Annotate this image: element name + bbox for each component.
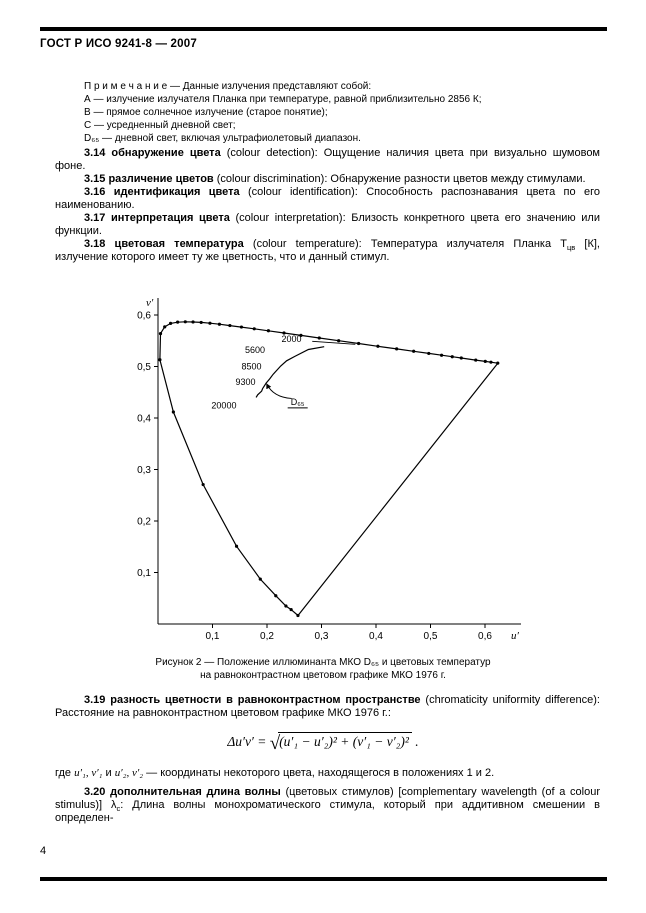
svg-text:9300: 9300 [235,377,256,388]
svg-text:0,3: 0,3 [137,465,151,476]
svg-text:0,4: 0,4 [369,631,383,642]
term-3-16: 3.16 идентификация цвета [84,186,240,198]
definition-3-15 [55,173,600,186]
svg-text:0,1: 0,1 [137,568,151,579]
svg-text:0,3: 0,3 [314,631,329,642]
body-3-19: (chromaticity uniformity difference): Расстояние на равноконтрастном цветовом графике МКО 1976 г.: [55,694,600,719]
bottom-rule [40,877,607,881]
term-3-15: 3.15 различение цветов [84,173,214,185]
where-rest: — координаты некоторого цвета, находящегося в положениях 1 и 2. [143,767,495,779]
svg-text:u′: u′ [511,630,519,642]
term-3-14: 3.14 обнаружение цвета [84,147,221,159]
definition-3-14 [55,147,600,173]
body-3-18-part1: (colour temperature): Температура излучателя Планка Т [243,238,567,250]
note-item-a: А — излучение излучателя Планка при температуре, равной приблизительно 2856 К; [84,94,482,105]
definition-3-20 [55,786,600,825]
svg-text:0,1: 0,1 [205,631,220,642]
body-3-17: (colour interpretation): Близость конкретного цвета его значению или функции. [55,212,600,237]
note-item-d65: D₆₅ — дневной свет, включая ультрафиолетовый диапазон. [84,133,361,144]
body-3-16: (colour identification): Способность распознавания цвета по его наименованию. [55,186,600,211]
term-3-19: 3.19 разность цветности в равноконтрастном пространстве [84,694,421,706]
svg-text:v′: v′ [146,297,154,309]
svg-text:0,2: 0,2 [137,516,151,528]
formula-lhs: Δu′v′ = [227,734,270,749]
chromaticity-diagram [123,292,523,654]
where-mid: и [102,767,115,779]
formula-trailing: . [411,734,419,749]
definition-3-18 [55,238,600,264]
definition-3-19-block [55,694,600,720]
body-3-20-part2: : Длина волны монохроматического стимула, который при аддитивном смешении в определен- [55,799,600,824]
svg-text:0,2: 0,2 [260,631,274,642]
where-prefix: где [55,767,75,779]
where-vars2: u′₂, v′₂ [114,767,144,779]
note-item-c: С — усредненный дневной свет; [84,120,236,131]
formula-delta-uv [0,732,646,755]
body-3-20-part1: (цветовых стимулов) [complementary wavelength (of a colour stimulus)] λ [55,786,600,811]
note-title: П р и м е ч а н и е — Данные излучения представляют собой: [84,81,372,92]
where-vars1: u′₁, v′₁ [74,767,103,779]
body-3-15: (colour discrimination): Обнаружение разности цветов между стимулами. [213,173,586,185]
term-3-18: 3.18 цветовая температура [84,238,244,250]
definitions-block [55,147,600,264]
subscript-tsv: цв [566,243,576,253]
body-3-14: (colour detection): Ощущение наличия цвета при визуально шумовом фоне. [55,147,600,172]
page-number: 4 [40,845,47,857]
radical-sign: √ [269,733,279,754]
svg-text:20000: 20000 [211,400,237,411]
figure-caption-line1: Рисунок 2 — Положение иллюминанта МКО D₆₅ и цветовых температур [155,657,491,668]
figure-caption [0,656,646,682]
where-clause [55,767,615,779]
note-block [84,80,584,145]
figure-2-chart [0,292,646,659]
svg-text:D₆₅: D₆₅ [290,396,305,407]
svg-text:0,5: 0,5 [423,631,438,642]
subscript-c: с [116,804,121,814]
definition-3-20-block [55,786,600,825]
svg-text:8500: 8500 [241,361,262,372]
term-3-17: 3.17 интерпретация цвета [84,212,230,224]
svg-text:0,6: 0,6 [137,310,151,322]
body-3-18-part2: [К], излучение которого имеет ту же цветность, что и данный стимул. [55,238,600,263]
document-header: ГОСТ Р ИСО 9241-8 — 2007 [40,38,197,50]
svg-text:0,5: 0,5 [137,362,151,373]
note-item-b: В — прямое солнечное излучение (старое понятие); [84,107,328,118]
figure-caption-line2: на равноконтрастном цветовом графике МКО 1976 г. [200,670,446,681]
definition-3-16 [55,186,600,212]
svg-text:0,6: 0,6 [478,631,492,642]
definition-3-19 [55,694,600,720]
top-rule [40,27,607,31]
svg-text:2000: 2000 [281,334,302,345]
svg-text:5600: 5600 [244,345,266,356]
svg-text:0,4: 0,4 [137,413,151,425]
formula-radicand: (u′₁ − u′₂)² + (v′₁ − v′₂)² [278,732,412,750]
definition-3-17 [55,212,600,238]
term-3-20: 3.20 дополнительная длина волны [84,786,281,798]
